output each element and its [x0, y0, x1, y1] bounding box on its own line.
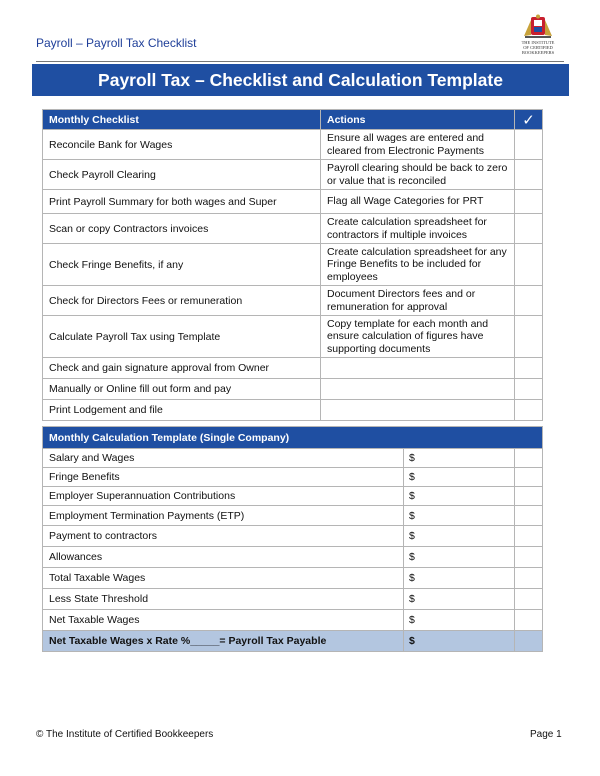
institute-logo	[512, 14, 564, 58]
checklist-checkbox[interactable]	[515, 190, 543, 214]
checklist-action	[321, 400, 515, 421]
checklist-checkbox[interactable]	[515, 379, 543, 400]
checklist-action	[321, 358, 515, 379]
calculation-value[interactable]: $	[404, 568, 515, 589]
checklist-row	[43, 286, 543, 316]
checklist-action: Flag all Wage Categories for PRT	[321, 190, 515, 214]
checklist-action: Create calculation spreadsheet for any Fringe Benefits to be included for employees	[321, 244, 515, 286]
calculation-value[interactable]: $	[404, 506, 515, 526]
calculation-blank	[515, 547, 543, 568]
checklist-task: Calculate Payroll Tax using Template	[43, 316, 321, 358]
calculation-value[interactable]: $	[404, 610, 515, 631]
checklist-checkbox[interactable]	[515, 130, 543, 160]
calculation-row	[43, 506, 543, 526]
calculation-label: Allowances	[43, 547, 404, 568]
footer-copyright: © The Institute of Certified Bookkeepers	[36, 729, 214, 740]
calculation-row	[43, 547, 543, 568]
calculation-label: Employment Termination Payments (ETP)	[43, 506, 404, 526]
checklist-task: Manually or Online fill out form and pay	[43, 379, 321, 400]
calculation-blank	[515, 468, 543, 487]
checklist-row	[43, 358, 543, 379]
calculation-header-row	[43, 427, 543, 449]
calculation-label: Total Taxable Wages	[43, 568, 404, 589]
calculation-value[interactable]: $	[404, 449, 515, 468]
page-number: Page 1	[530, 729, 562, 740]
checklist-task: Print Lodgement and file	[43, 400, 321, 421]
checklist-row	[43, 379, 543, 400]
header-divider	[36, 61, 564, 62]
calculation-row	[43, 568, 543, 589]
calculation-value[interactable]: $	[404, 526, 515, 547]
checklist-checkbox[interactable]	[515, 214, 543, 244]
logo-text-line-3: BOOKKEEPERS	[521, 50, 555, 55]
payroll-tax-payable-value[interactable]: $	[404, 631, 515, 652]
calculation-label: Payment to contractors	[43, 526, 404, 547]
checklist-action	[321, 379, 515, 400]
calculation-blank	[515, 610, 543, 631]
logo-text-line-2: OF CERTIFIED	[523, 45, 553, 50]
checklist-action: Create calculation spreadsheet for contractors if multiple invoices	[321, 214, 515, 244]
checklist-action: Document Directors fees and or remuneration for approval	[321, 286, 515, 316]
checklist-action: Copy template for each month and ensure calculation of figures have supporting documents	[321, 316, 515, 358]
checkmark-icon: ✓	[515, 110, 543, 130]
calculation-label: Salary and Wages	[43, 449, 404, 468]
checklist-table	[42, 109, 543, 421]
calculation-label: Employer Superannuation Contributions	[43, 487, 404, 506]
calculation-row	[43, 610, 543, 631]
checklist-checkbox[interactable]	[515, 160, 543, 190]
checklist-task: Check for Directors Fees or remuneration	[43, 286, 321, 316]
checklist-row	[43, 130, 543, 160]
calculation-value[interactable]: $	[404, 468, 515, 487]
calculation-table	[42, 426, 543, 652]
checklist-row	[43, 244, 543, 286]
checklist-action: Ensure all wages are entered and cleared from Electronic Payments	[321, 130, 515, 160]
calculation-blank	[515, 487, 543, 506]
total-blank	[515, 631, 543, 652]
checklist-checkbox[interactable]	[515, 244, 543, 286]
calculation-blank	[515, 568, 543, 589]
running-header-title: Payroll – Payroll Tax Checklist	[36, 36, 197, 50]
calculation-value[interactable]: $	[404, 547, 515, 568]
checklist-task: Check Payroll Clearing	[43, 160, 321, 190]
calculation-row	[43, 487, 543, 506]
payroll-tax-payable-label: Net Taxable Wages x Rate %_____= Payroll Tax Payable	[43, 631, 404, 652]
checklist-row	[43, 190, 543, 214]
checklist-checkbox[interactable]	[515, 286, 543, 316]
checklist-task: Print Payroll Summary for both wages and Super	[43, 190, 321, 214]
calculation-label: Fringe Benefits	[43, 468, 404, 487]
calculation-row	[43, 526, 543, 547]
calculation-blank	[515, 449, 543, 468]
calculation-value[interactable]: $	[404, 487, 515, 506]
checklist-header-row	[43, 110, 543, 130]
calculation-value[interactable]: $	[404, 589, 515, 610]
calculation-row	[43, 449, 543, 468]
calculation-label: Less State Threshold	[43, 589, 404, 610]
checklist-checkbox[interactable]	[515, 358, 543, 379]
checklist-row	[43, 400, 543, 421]
checklist-checkbox[interactable]	[515, 316, 543, 358]
calculation-blank	[515, 589, 543, 610]
checklist-task: Check and gain signature approval from Owner	[43, 358, 321, 379]
calculation-row	[43, 589, 543, 610]
checklist-task: Reconcile Bank for Wages	[43, 130, 321, 160]
checklist-task: Check Fringe Benefits, if any	[43, 244, 321, 286]
checklist-header-actions: Actions	[321, 110, 515, 130]
calculation-blank	[515, 506, 543, 526]
checklist-checkbox[interactable]	[515, 400, 543, 421]
checklist-task: Scan or copy Contractors invoices	[43, 214, 321, 244]
crest-icon	[521, 14, 555, 40]
calculation-blank	[515, 526, 543, 547]
checklist-header-task: Monthly Checklist	[43, 110, 321, 130]
calculation-label: Net Taxable Wages	[43, 610, 404, 631]
logo-text-line-1: THE INSTITUTE	[521, 40, 555, 45]
checklist-row	[43, 316, 543, 358]
calculation-row	[43, 468, 543, 487]
checklist-row	[43, 214, 543, 244]
page-title: Payroll Tax – Checklist and Calculation Template	[32, 64, 569, 96]
calculation-header: Monthly Calculation Template (Single Company)	[43, 427, 543, 449]
checklist-action: Payroll clearing should be back to zero or value that is reconciled	[321, 160, 515, 190]
checklist-row	[43, 160, 543, 190]
total-row	[43, 631, 543, 652]
